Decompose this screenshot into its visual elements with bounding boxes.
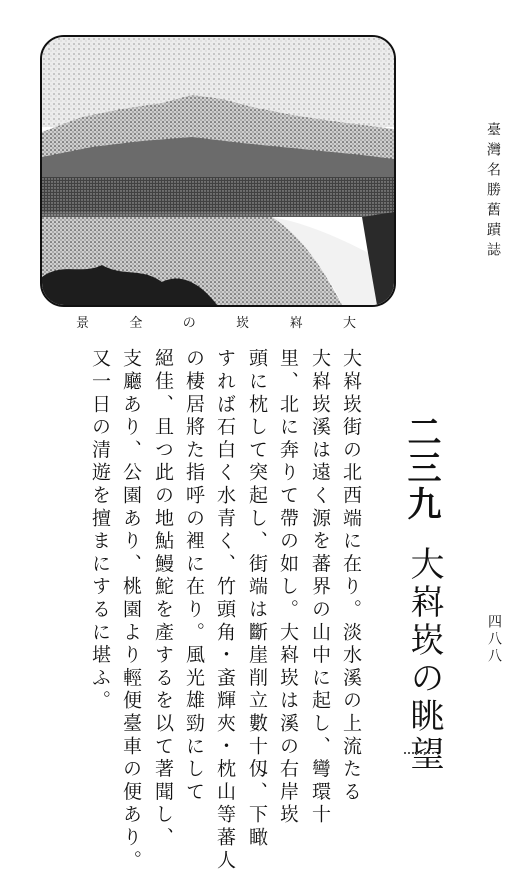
landscape-photo [40, 35, 396, 307]
section-title: 大嵙崁の眺望 [404, 546, 444, 774]
page-number: 四八八 [486, 614, 502, 665]
body-text-column: 大嵙崁街の北西端に在り。淡水溪の上流たる [340, 348, 362, 804]
caption-char: 大 [342, 315, 356, 331]
body-text-column: 支廳あり、公園あり、桃園より輕便臺車の便あり。 [120, 348, 142, 872]
section-number: 二三九 [401, 414, 441, 522]
body-text-column: すれば石白く水青く、竹頭角・蚉輝夾・枕山等蕃人 [214, 348, 236, 872]
title-leader-dots [404, 752, 434, 757]
body-text-column: の棲居將た指呼の裡に在り。風光雄勁にして [183, 348, 205, 804]
running-head: 臺灣名勝舊蹟誌 [485, 122, 501, 262]
caption-char: 景 [76, 315, 90, 331]
caption-char: 全 [129, 315, 143, 331]
body-text-column: 里、北に奔りて帶の如し。大嵙崁は溪の右岸崁 [277, 348, 299, 827]
caption-char: 崁 [236, 315, 250, 331]
body-text-column: 頭に枕して突起し、街端は斷崖削立數十仭、下瞰 [246, 348, 268, 850]
body-text-column: 又一日の清遊を擅まにするに堪ふ。 [89, 348, 111, 713]
photo-caption [76, 312, 356, 330]
caption-char: の [182, 315, 196, 331]
landscape-photo-image [42, 37, 394, 305]
body-text-column: 絕佳、且つ此の地鮎鰻鮀を產するを以て著聞し、 [152, 348, 174, 850]
caption-char: 嵙 [289, 315, 303, 331]
body-text-column: 大嵙崁溪は遠く源を蕃界の山中に起し、彎環十 [309, 348, 331, 827]
